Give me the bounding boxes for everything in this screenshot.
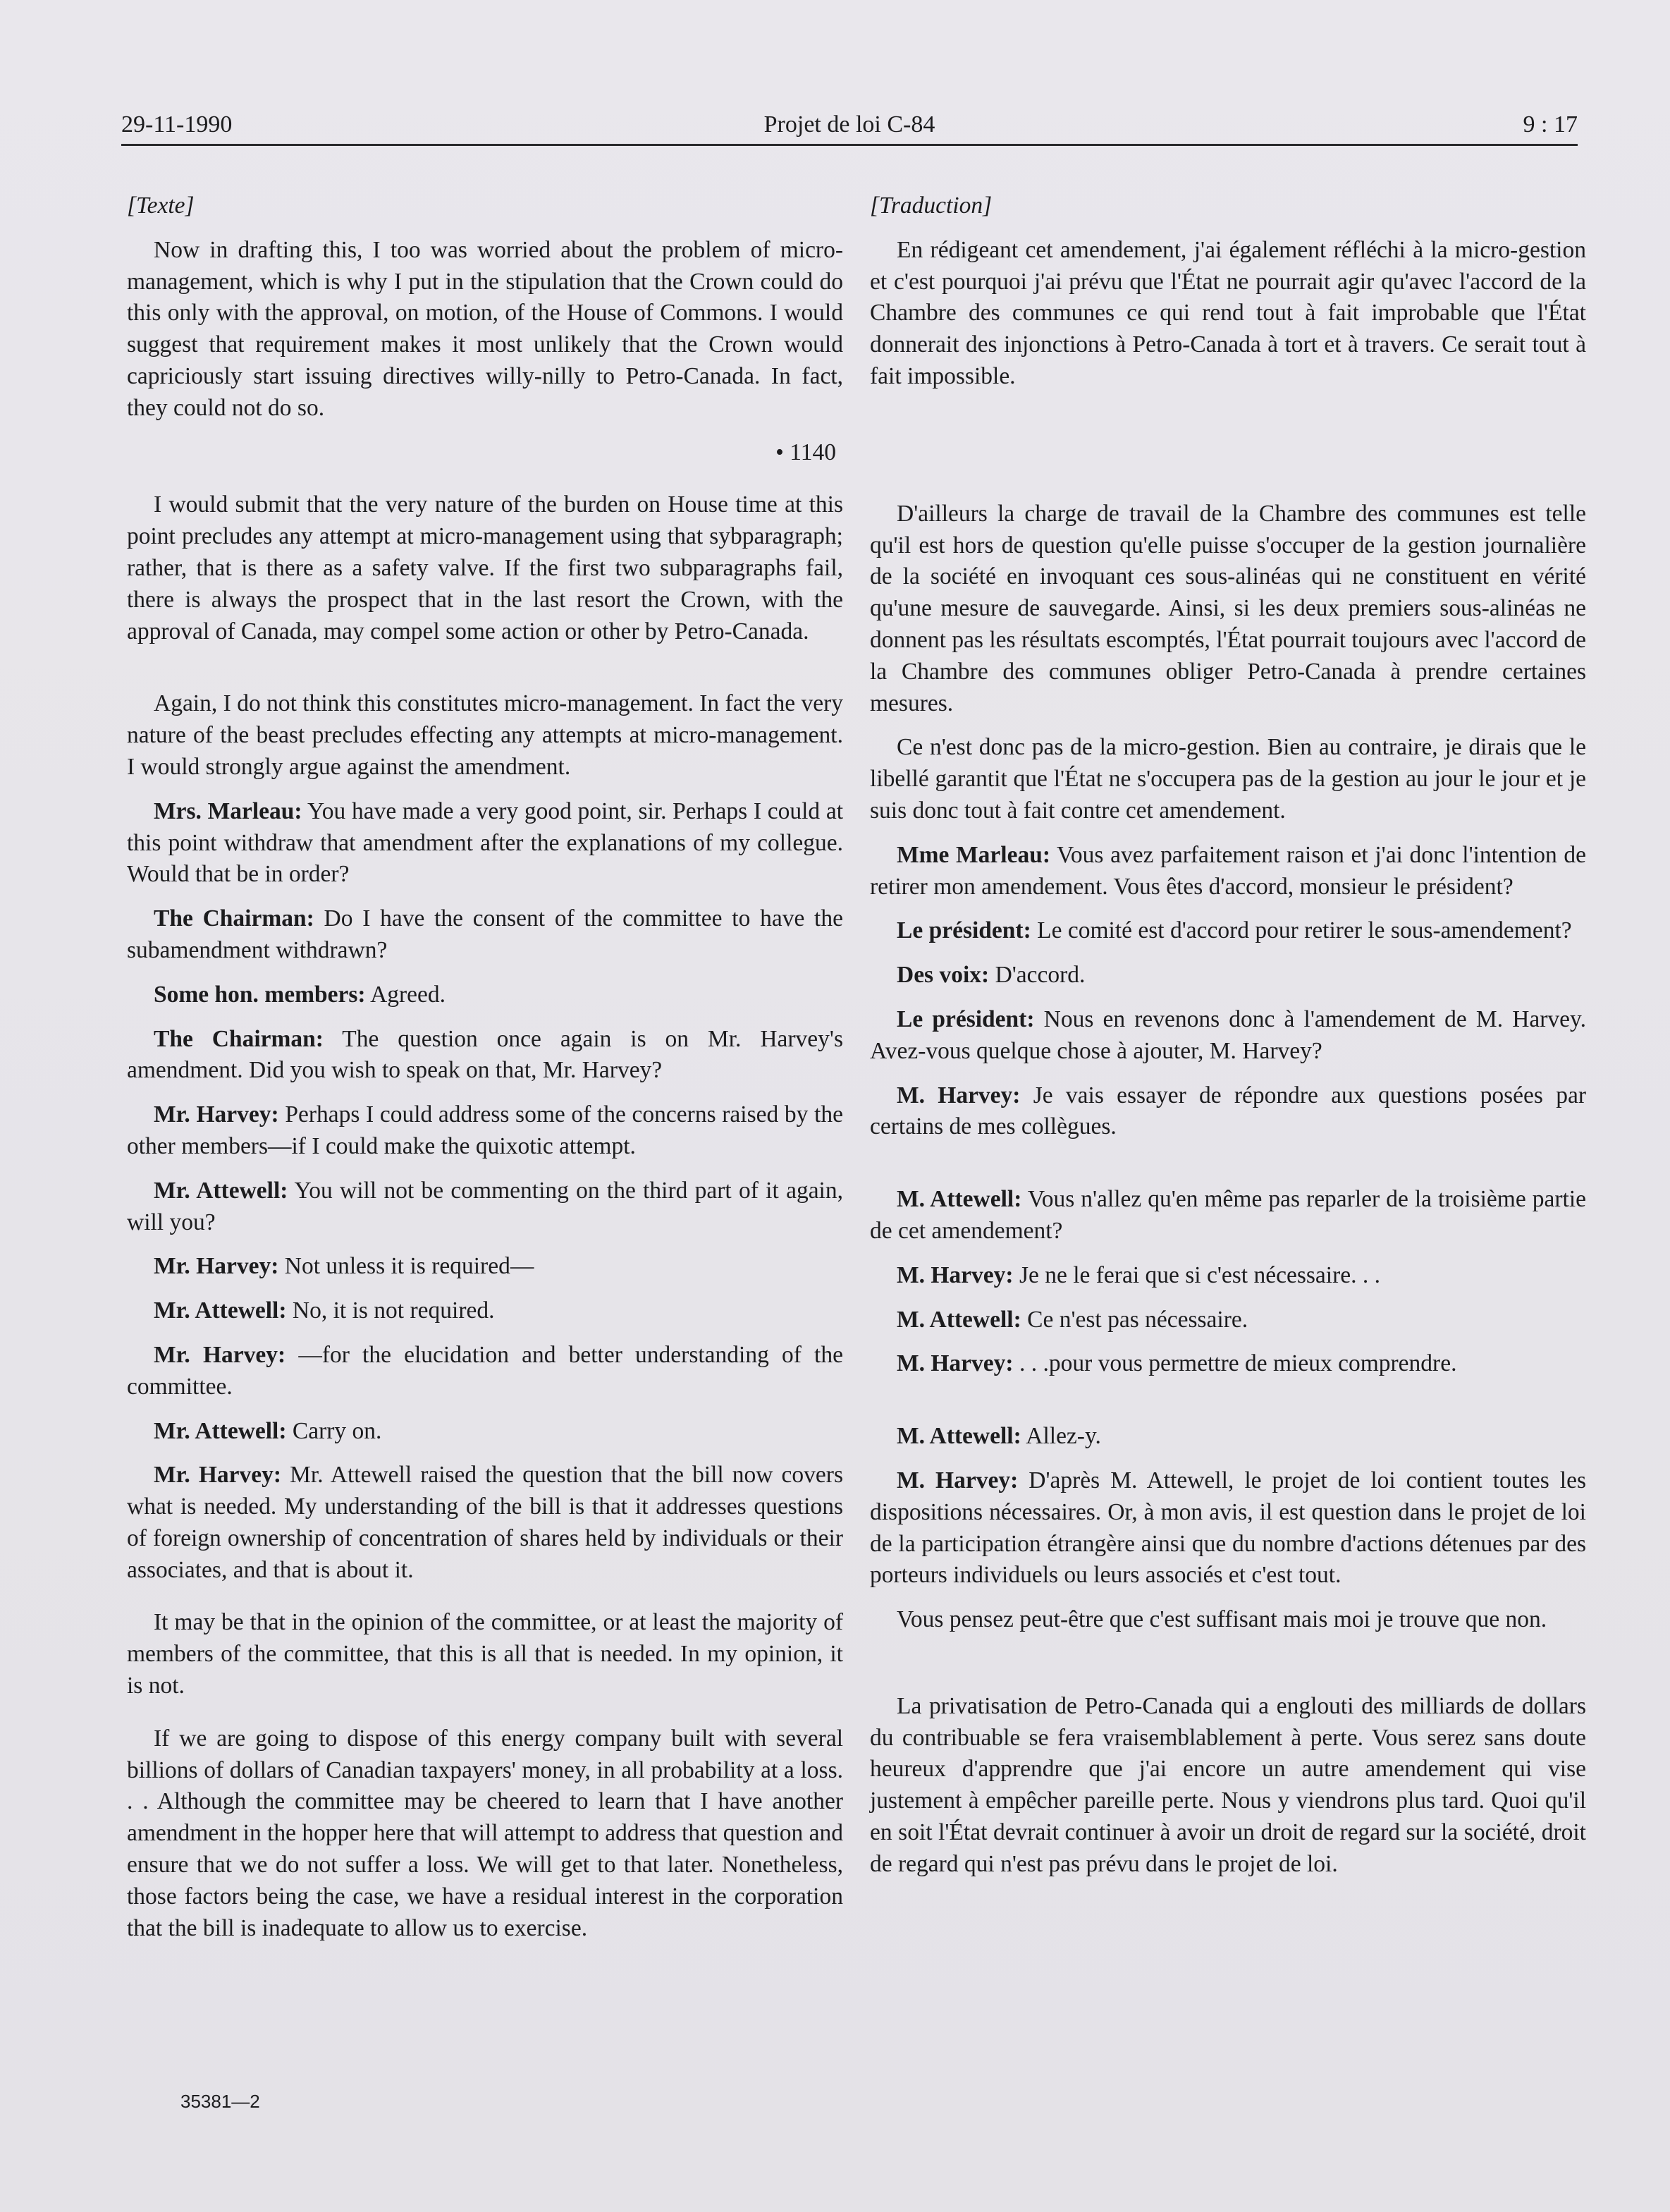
speaker: M. Harvey: <box>897 1467 1019 1493</box>
speaker: Mr. Attewell: <box>154 1417 287 1444</box>
speaker: Mr. Attewell: <box>154 1297 287 1324</box>
english-column <box>127 190 843 1944</box>
speech: Le comité est d'accord pour retirer le sous-amendement? <box>1031 917 1572 944</box>
speech: You will not be commenting on the third part of it again, will you? <box>127 1177 843 1235</box>
speaker: Mme Marleau: <box>897 841 1050 868</box>
dialogue-line <box>127 1460 843 1586</box>
dialogue-line <box>870 1465 1586 1591</box>
dialogue-line <box>127 979 843 1011</box>
dialogue-line <box>127 1251 843 1283</box>
paragraph: Vous pensez peut-être que c'est suffisant mais moi je trouve que non. <box>897 1606 1547 1633</box>
footer-code: 35381—2 <box>180 2091 260 2112</box>
dialogue-line <box>127 1099 843 1163</box>
speech: Do I have the consent of the committee to have the subamendment withdrawn? <box>127 905 843 963</box>
speaker: Mr. Harvey: <box>154 1341 286 1368</box>
header-page-number: 9 : 17 <box>1523 111 1578 138</box>
speaker: Mr. Harvey: <box>154 1253 279 1280</box>
speech: The question once again is on Mr. Harvey's amendment. Did you wish to speak on that, Mr. Harvey? <box>127 1025 843 1084</box>
speech: D'après M. Attewell, le projet de loi contient toutes les dispositions nécessaires. Or, à mon avis, il est question dans le projet de loi de la participation étrangère ainsi que du nombre d'actions détenues par des porteurs individuels ou leurs associés et c'est tout. <box>870 1467 1586 1589</box>
paragraph: D'ailleurs la charge de travail de la Chambre des communes est telle qu'il est hors de question qu'elle puisse s'occuper de la gestion journalière de la société en invoquant ces sous-alinéas qui ne constituent en vérité qu'une mesure de sauvegarde. Ainsi, si les deux premiers sous-alinéas ne donnent pas les résultats escomptés, l'État pourrait toujours avec l'accord de la Chambre des communes obliger Petro-Canada à prendre certaines mesures. <box>870 500 1586 716</box>
dialogue-line <box>870 1421 1586 1453</box>
speech: No, it is not required. <box>286 1297 495 1324</box>
header-title: Projet de loi C-84 <box>763 111 935 138</box>
speech: Not unless it is required— <box>278 1253 534 1280</box>
page-header <box>121 111 1578 154</box>
dialogue-line <box>127 1295 843 1327</box>
speech: Carry on. <box>286 1417 382 1444</box>
dialogue-line <box>127 1175 843 1239</box>
dialogue-line <box>870 1184 1586 1247</box>
speaker: Mr. Attewell: <box>154 1177 288 1204</box>
paragraph: Now in drafting this, I too was worried about the problem of micro-management, which is why I put in the stipulation that the Crown could do this only with the approval, on motion, of the House of Commons. I would suggest that requirement makes it most unlikely that the Crown would capriciously start issuing directives willy-nilly to Petro-Canada. In fact, they could not do so. <box>127 236 843 421</box>
translation-tag: [Traduction] <box>870 193 993 219</box>
speaker: M. Attewell: <box>897 1306 1021 1333</box>
speech: Nous en revenons donc à l'amendement de M. Harvey. Avez-vous quelque chose à ajouter, M. Harvey? <box>870 1006 1586 1064</box>
paragraph: If we are going to dispose of this energy company built with several billions of dollars of Canadian taxpayers' money, in all probability at a loss. . . Although the committee may be cheered to learn that I have another amendment in the hopper here that will attempt to address that question and ensure that we do not suffer a loss. We will get to that later. Nonetheless, those factors being the case, we have a residual interest in the corporation that the bill is inadequate to allow us to exercise. <box>127 1725 843 1941</box>
speech: Je ne le ferai que si c'est nécessaire. . . <box>1013 1261 1380 1288</box>
dialogue-line <box>870 1260 1586 1292</box>
text-tag: [Texte] <box>127 193 195 219</box>
dialogue-line <box>127 903 843 967</box>
dialogue-line <box>870 1080 1586 1144</box>
speech: D'accord. <box>989 962 1086 989</box>
speaker: M. Attewell: <box>897 1186 1022 1213</box>
speech: You have made a very good point, sir. Perhaps I could at this point withdraw that amendment after the explanations of my collegue. Would that be in order? <box>127 798 843 888</box>
dialogue-line <box>870 1004 1586 1068</box>
header-date: 29-11-1990 <box>121 111 233 138</box>
dialogue-line <box>127 1024 843 1087</box>
dialogue-line <box>870 840 1586 903</box>
speech: Agreed. <box>365 981 446 1008</box>
french-column <box>870 190 1586 1881</box>
dialogue-line <box>870 1304 1586 1336</box>
speaker: The Chairman: <box>154 905 314 932</box>
time-marker: • 1140 <box>775 439 836 465</box>
speaker: M. Harvey: <box>897 1082 1021 1108</box>
speech: Vous avez parfaitement raison et j'ai donc l'intention de retirer mon amendement. Vous êtes d'accord, monsieur le président? <box>870 841 1586 900</box>
speaker: Mr. Harvey: <box>154 1101 279 1128</box>
paragraph: Ce n'est donc pas de la micro-gestion. Bien au contraire, je dirais que le libellé garantit que l'État ne s'occupera pas de la gestion au jour le jour et je suis donc tout à fait contre cet amendement. <box>870 734 1586 824</box>
dialogue-line <box>127 1340 843 1403</box>
paragraph: I would submit that the very nature of the burden on House time at this point precludes any attempt at micro-management using that sybparagraph; rather, that is there as a safety valve. If the first two subparagraphs fail, there is always the prospect that in the last resort the Crown, with the approval of Canada, may compel some action or other by Petro-Canada. <box>127 491 843 644</box>
dialogue-line <box>870 960 1586 991</box>
speech: —for the elucidation and better understanding of the committee. <box>127 1341 843 1400</box>
paragraph: La privatisation de Petro-Canada qui a englouti des milliards de dollars du contribuable se fera vraisemblablement à perte. Vous serez sans doute heureux d'apprendre que j'ai encore un autre amendement qui vise justement à empêcher pareille perte. Nous y viendrons plus tard. Quoi qu'il en soit l'État devrait continuer à avoir un droit de regard sur la société, droit de regard qui n'est pas prévu dans le projet de loi. <box>870 1692 1586 1877</box>
paragraph: Again, I do not think this constitutes micro-management. In fact the very nature of the beast precludes effecting any attempts at micro-management. I would strongly argue against the amendment. <box>127 690 843 780</box>
speaker: Some hon. members: <box>154 981 366 1008</box>
dialogue-line <box>870 1348 1586 1380</box>
speaker: Le président: <box>897 1006 1035 1032</box>
speech: . . .pour vous permettre de mieux comprendre. <box>1013 1350 1457 1377</box>
speech: Perhaps I could address some of the concerns raised by the other members—if I could make the quixotic attempt. <box>127 1101 843 1159</box>
speech: Mr. Attewell raised the question that the bill now covers what is needed. My understanding of the bill is that it addresses questions of foreign ownership of concentration of shares held by individuals or their associates, and that is about it. <box>127 1462 843 1583</box>
speech: Allez-y. <box>1021 1423 1101 1450</box>
dialogue-line <box>127 796 843 891</box>
speaker: M. Harvey: <box>897 1350 1014 1377</box>
paragraph: En rédigeant cet amendement, j'ai également réfléchi à la micro-gestion et c'est pourquoi j'ai prévu que l'État ne pourrait agir qu'avec l'accord de la Chambre des communes ce qui rend tout à fait improbable que l'État donnerait des injonctions à Petro-Canada à tort et à travers. Ce serait tout à fait impossible. <box>870 236 1586 389</box>
speaker: M. Harvey: <box>897 1261 1014 1288</box>
speaker: Des voix: <box>897 962 990 989</box>
dialogue-line <box>127 1416 843 1448</box>
dialogue-line <box>870 915 1586 947</box>
speaker: M. Attewell: <box>897 1423 1021 1450</box>
speech: Je vais essayer de répondre aux questions posées par certains de mes collègues. <box>870 1082 1586 1140</box>
header-rule <box>121 144 1578 146</box>
speaker: Le président: <box>897 917 1031 944</box>
speaker: The Chairman: <box>154 1025 324 1052</box>
speech: Ce n'est pas nécessaire. <box>1021 1306 1248 1333</box>
speech: Vous n'allez qu'en même pas reparler de la troisième partie de cet amendement? <box>870 1186 1586 1244</box>
speaker: Mrs. Marleau: <box>154 798 302 824</box>
speaker: Mr. Harvey: <box>154 1462 282 1489</box>
paragraph: It may be that in the opinion of the committee, or at least the majority of members of the committee, that this is all that is needed. In my opinion, it is not. <box>127 1609 843 1699</box>
